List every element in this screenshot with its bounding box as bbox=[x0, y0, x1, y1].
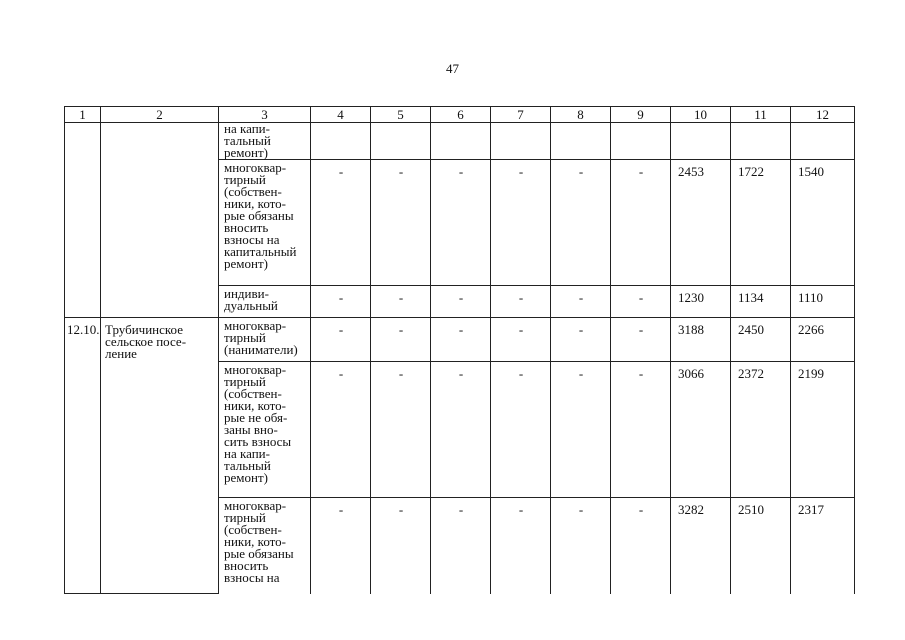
dash-cell: - bbox=[551, 318, 611, 362]
column-header: 10 bbox=[671, 107, 731, 123]
value-cell bbox=[671, 123, 731, 160]
dash-cell bbox=[551, 123, 611, 160]
value-cell: 2450 bbox=[731, 318, 791, 362]
column-header: 2 bbox=[101, 107, 219, 123]
dash-cell: - bbox=[431, 160, 491, 286]
table-row bbox=[65, 318, 855, 362]
dash-cell: - bbox=[311, 160, 371, 286]
value-cell: 2266 bbox=[791, 318, 855, 362]
housing-type-cell: многоквар- тирный (собствен- ники, кото- рые обязаны вносить взносы на капитальный ремонт) bbox=[219, 160, 311, 286]
column-header: 7 bbox=[491, 107, 551, 123]
dash-cell: - bbox=[551, 160, 611, 286]
dash-cell bbox=[431, 123, 491, 160]
column-header: 8 bbox=[551, 107, 611, 123]
value-cell: 1110 bbox=[791, 286, 855, 318]
page-number: 47 bbox=[446, 61, 459, 76]
dash-cell: - bbox=[371, 160, 431, 286]
value-cell: 3066 bbox=[671, 362, 731, 498]
value-cell: 1540 bbox=[791, 160, 855, 286]
dash-cell: - bbox=[551, 498, 611, 594]
dash-cell: - bbox=[431, 286, 491, 318]
dash-cell: - bbox=[491, 498, 551, 594]
value-cell: 2510 bbox=[731, 498, 791, 594]
dash-cell: - bbox=[311, 318, 371, 362]
value-cell: 3282 bbox=[671, 498, 731, 594]
dash-cell: - bbox=[551, 286, 611, 318]
value-cell: 2453 bbox=[671, 160, 731, 286]
dash-cell: - bbox=[431, 498, 491, 594]
value-cell: 1230 bbox=[671, 286, 731, 318]
table-row bbox=[65, 123, 855, 160]
dash-cell: - bbox=[611, 286, 671, 318]
dash-cell: - bbox=[611, 160, 671, 286]
housing-type-cell: на капи- тальный ремонт) bbox=[219, 123, 311, 160]
settlement-cell bbox=[101, 123, 219, 318]
column-header: 11 bbox=[731, 107, 791, 123]
column-header: 6 bbox=[431, 107, 491, 123]
housing-type-cell: многоквар- тирный (собствен- ники, кото- рые обязаны вносить взносы на bbox=[219, 498, 311, 594]
value-cell bbox=[791, 123, 855, 160]
housing-type-cell: индиви- дуальный bbox=[219, 286, 311, 318]
dash-cell bbox=[611, 123, 671, 160]
dash-cell: - bbox=[491, 362, 551, 498]
value-cell: 1722 bbox=[731, 160, 791, 286]
dash-cell: - bbox=[491, 318, 551, 362]
dash-cell: - bbox=[611, 318, 671, 362]
table-header-row bbox=[65, 107, 855, 123]
dash-cell: - bbox=[491, 286, 551, 318]
index-cell: 12.10. bbox=[65, 318, 101, 594]
index-cell bbox=[65, 123, 101, 318]
housing-type-cell: многоквар- тирный (собствен- ники, кото- рые не обя- заны вно- сить взносы на капи- тальный ремонт) bbox=[219, 362, 311, 498]
value-cell: 2317 bbox=[791, 498, 855, 594]
dash-cell: - bbox=[371, 318, 431, 362]
dash-cell: - bbox=[371, 498, 431, 594]
dash-cell: - bbox=[551, 362, 611, 498]
dash-cell bbox=[311, 123, 371, 160]
housing-type-cell: многоквар- тирный (наниматели) bbox=[219, 318, 311, 362]
value-cell: 2372 bbox=[731, 362, 791, 498]
column-header: 12 bbox=[791, 107, 855, 123]
dash-cell: - bbox=[371, 286, 431, 318]
dash-cell bbox=[371, 123, 431, 160]
data-table bbox=[64, 106, 855, 594]
value-cell bbox=[731, 123, 791, 160]
dash-cell: - bbox=[431, 318, 491, 362]
dash-cell: - bbox=[311, 362, 371, 498]
dash-cell bbox=[491, 123, 551, 160]
column-header: 3 bbox=[219, 107, 311, 123]
dash-cell: - bbox=[611, 498, 671, 594]
dash-cell: - bbox=[311, 286, 371, 318]
dash-cell: - bbox=[311, 498, 371, 594]
dash-cell: - bbox=[431, 362, 491, 498]
settlement-cell: Трубичинское сельское посе- ление bbox=[101, 318, 219, 594]
dash-cell: - bbox=[611, 362, 671, 498]
column-header: 1 bbox=[65, 107, 101, 123]
dash-cell: - bbox=[491, 160, 551, 286]
value-cell: 3188 bbox=[671, 318, 731, 362]
dash-cell: - bbox=[371, 362, 431, 498]
column-header: 4 bbox=[311, 107, 371, 123]
value-cell: 1134 bbox=[731, 286, 791, 318]
value-cell: 2199 bbox=[791, 362, 855, 498]
column-header: 5 bbox=[371, 107, 431, 123]
column-header: 9 bbox=[611, 107, 671, 123]
